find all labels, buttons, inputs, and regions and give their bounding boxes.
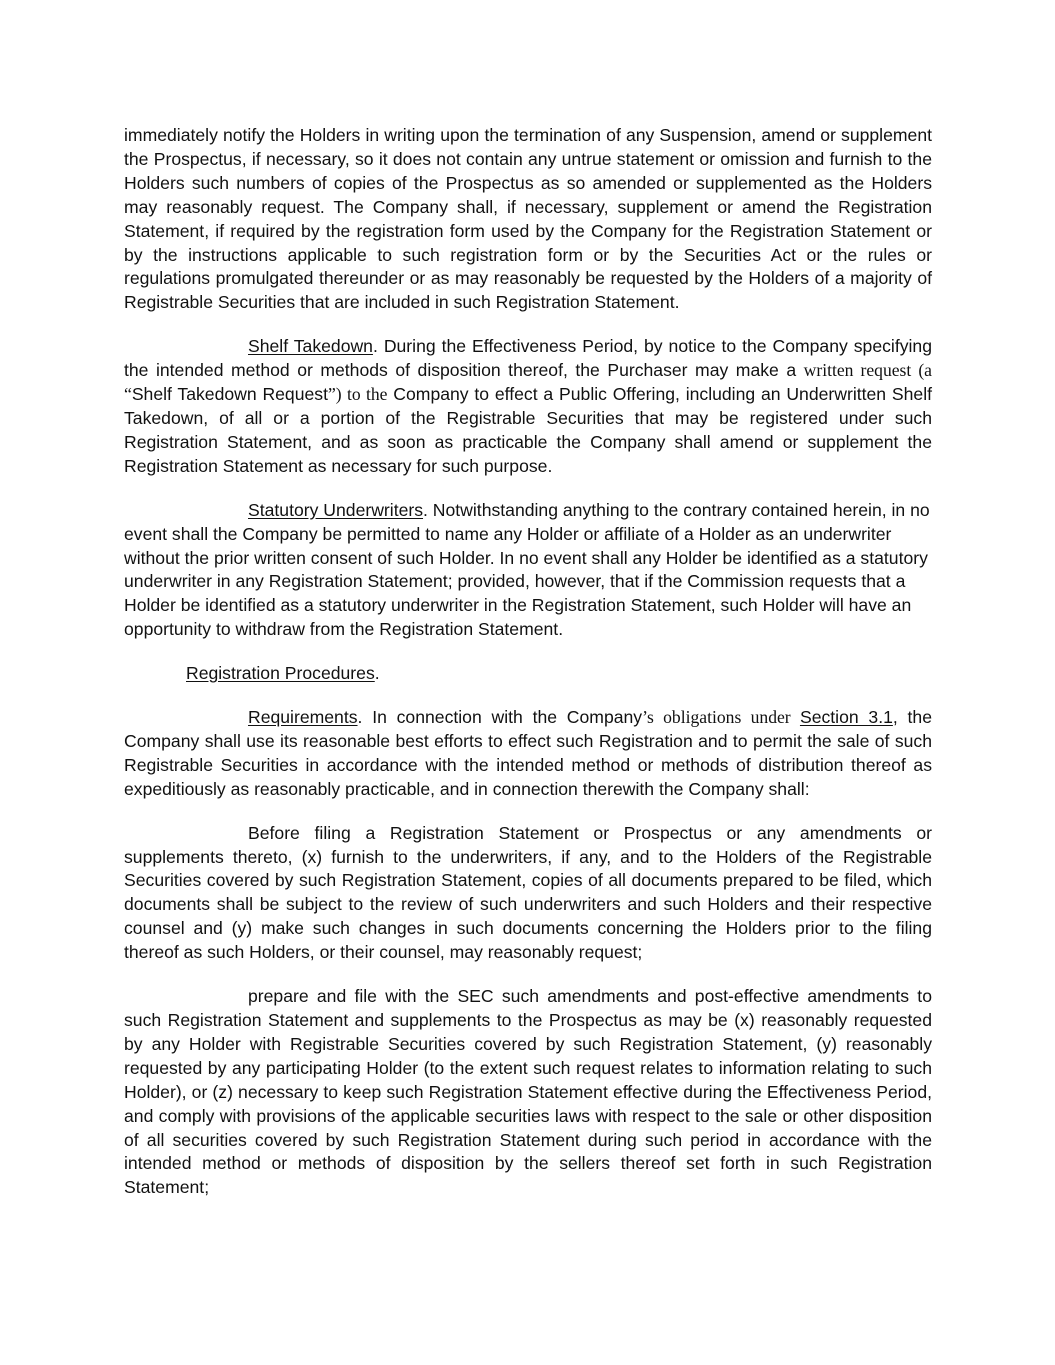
- paragraph-registration-procedures: [186, 662, 932, 686]
- document-body: [124, 124, 932, 1220]
- heading-statutory-underwriters: Statutory Underwriters: [248, 499, 424, 520]
- paragraph-shelf-takedown: [124, 335, 932, 478]
- requirements-text-c: , the Company shall use its reasonable best efforts to effect such Registration and to permit the sale of such Registrable Securities in accordance with the intended method or methods of distribution thereof as expeditiously as reasonably practicable, and in connection therewith the Company shall:: [124, 707, 932, 799]
- shelf-takedown-text-a: . During the Effectiveness Period, by notice to the Company specifying the intended method or methods of disposition thereof, the Purchaser may make a: [124, 336, 932, 381]
- shelf-takedown-text-c: ”) to the: [327, 384, 388, 405]
- shelf-takedown-text-b: written request (a “: [124, 360, 932, 405]
- registration-procedures-period: .: [374, 663, 380, 684]
- requirements-text-b: ’s obligations under: [642, 707, 800, 728]
- paragraph-prospectus-suspension: immediately notify the Holders in writing upon the termination of any Suspension, amend or supplement the Prospectus, if necessary, so it does not contain any untrue statement or omission and furnish to the Holders such numbers of copies of the Prospectus as so amended or supplemented as the Holders may reasonably request. The Company shall, if necessary, supplement or amend the Registration Statement, if required by the registration form used by the Company for the Registration Statement or by the instructions applicable to such registration form or by the Securities Act or the rules or regulations promulgated thereunder or as may reasonably be requested by the Holders of a majority of Registrable Securities that are included in such Registration Statement.: [124, 125, 932, 313]
- heading-requirements: Requirements: [248, 707, 358, 728]
- section-reference-3-1: Section 3.1: [799, 707, 893, 728]
- defined-term-shelf-takedown-request: Shelf Takedown Request: [131, 384, 328, 405]
- requirements-text-a: . In connection with the Company: [357, 707, 643, 728]
- shelf-takedown-text-d: Company to effect a Public Offering, including an Underwritten Shelf Takedown, of all or a portion of the Registrable Securities that may be registered under such Registration Statement, and as soon as practicable the Company shall amend or supplement the Registration Statement as necessary for such purpose.: [124, 384, 933, 476]
- heading-shelf-takedown: Shelf Takedown: [248, 336, 373, 357]
- paragraph-prepare-and-file: prepare and file with the SEC such amendments and post-effective amendments to such Registration Statement and supplements to the Prospectus as may be (x) reasonably requested by any Holder with Registrable Securities covered by such Registration Statement, (y) reasonably requested by any participating Holder (to the extent such request relates to information relating to such Holder), or (z) necessary to keep such Registration Statement effective during the Effectiveness Period, and comply with provisions of the applicable securities laws with respect to the sale or other disposition of all securities covered by such Registration Statement during such period in accordance with the intended method or methods of disposition by the sellers thereof set forth in such Registration Statement;: [124, 986, 932, 1198]
- paragraph-requirements: [124, 706, 932, 802]
- paragraph-statutory-underwriters: [124, 499, 932, 642]
- statutory-underwriters-text: . Notwithstanding anything to the contrary contained herein, in no event shall the Company be permitted to name any Holder or affiliate of a Holder as an underwriter without the prior written consent of such Holder. In no event shall any Holder be identified as a statutory underwriter in any Registration Statement; provided, however, that if the Commission requests that a Holder be identified as a statutory underwriter in the Registration Statement, such Holder will have an opportunity to withdraw from the Registration Statement.: [124, 499, 930, 640]
- heading-registration-procedures: Registration Procedures: [186, 663, 375, 684]
- paragraph-before-filing: Before filing a Registration Statement or Prospectus or any amendments or supplements thereto, (x) furnish to the underwriters, if any, and to the Holders of the Registrable Securities covered by such Registration Statement, copies of all documents prepared to be filed, which documents shall be subject to the review of such underwriters and such Holders and their respective counsel and (y) make such changes in such documents concerning the Holders prior to the filing thereof as such Holders, or their counsel, may reasonably request;: [124, 822, 932, 963]
